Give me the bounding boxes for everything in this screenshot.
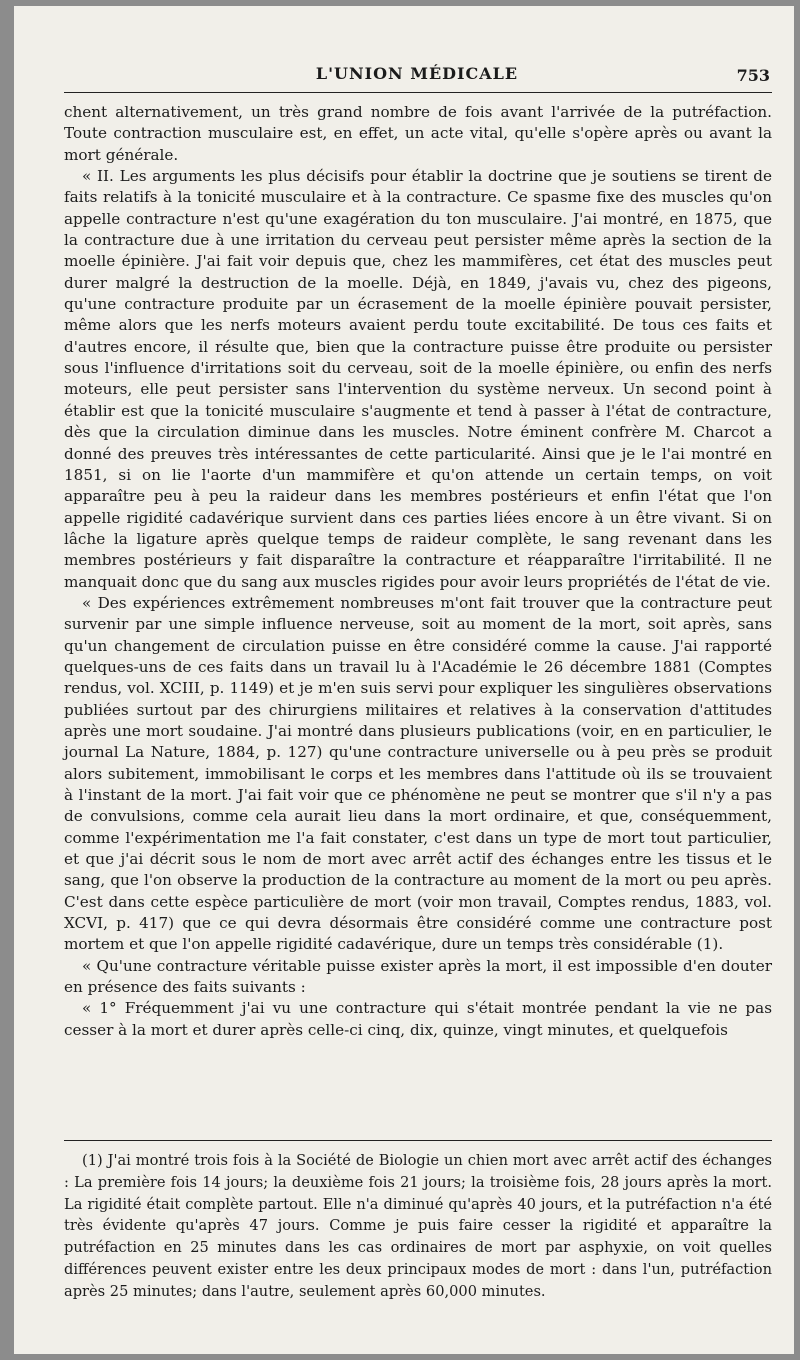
footnote-rule [64,1140,772,1141]
running-head [64,64,770,88]
journal-title: L'UNION MÉDICALE [315,64,519,83]
body-text [64,102,772,1041]
footnote: (1) J'ai montré trois fois à la Société de Biologie un chien mort avec arrêt actif des échanges : La première fois 14 jours; la deuxième fois 21 jours; la troisième fois, 28 jours après la mort. La rigidité était complète partout. Elle n'a diminué qu'après 40 jours, et la putréfaction n'a été très évidente qu'après 47 jours. Comme je puis faire cesser la rigidité et apparaître la putréfaction en 25 minutes dans les cas ordinaires de mort par asphyxie, on voit quelles différences peuvent exister entre les deux principaux modes de mort : dans l'un, putréfaction après 25 minutes; dans l'autre, seulement après 60,000 minutes. [64,1152,772,1300]
paragraph: « 1° Fréquemment j'ai vu une contracture qui s'était montrée pendant la vie ne pas cesser à la mort et durer après celle-ci cinq, dix, quinze, vingt minutes, et quelquefois [64,999,772,1039]
document-page [14,6,794,1354]
paragraph: « Des expériences extrêmement nombreuses m'ont fait trouver que la contracture peut survenir par une simple influence nerveuse, soit au moment de la mort, soit après, sans qu'un changement de circulation puisse en être considéré comme la cause. J'ai rapporté quelques-uns de ces faits dans un travail lu à l'Académie le 26 décembre 1881 (Comptes rendus, vol. XCIII, p. 1149) et je m'en suis servi pour expliquer les singulières observations publiées surtout par des chirurgiens militaires et relatives à la conservation d'attitudes après une mort soudaine. J'ai montré dans plusieurs publications (voir, en en particulier, le journal La Nature, 1884, p. 127) qu'une contracture universelle ou à peu près se produit alors subitement, immobilisant le corps et les membres dans l'attitude où ils se trouvaient à l'instant de la mort. J'ai fait voir que ce phénomène ne peut se montrer que s'il n'y a pas de convulsions, comme cela aurait lieu dans la mort ordinaire, et que, conséquemment, comme l'expérimentation me l'a fait constater, c'est dans un type de mort tout particulier, et que j'ai décrit sous le nom de mort avec arrêt actif des échanges entre les tissus et le sang, que l'on observe la production de la contracture au moment de la mort ou peu après. C'est dans cette espèce particulière de mort (voir mon travail, Comptes rendus, 1883, vol. XCVI, p. 417) que ce qui devra désormais être considéré comme une contracture post mortem et que l'on appelle rigidité cadavérique, dure un temps très considérable (1). [64,593,772,954]
page-number: 753 [736,66,770,85]
paragraph: « Qu'une contracture véritable puisse exister après la mort, il est impossible d'en douter en présence des faits suivants : [64,956,772,997]
paragraph: chent alternativement, un très grand nombre de fois avant l'arrivée de la putréfaction. Toute contraction musculaire est, en effet, un acte vital, qu'elle s'opère après ou avant la mort générale. [64,103,772,164]
header-rule [64,92,772,93]
paragraph: « II. Les arguments les plus décisifs pour établir la doctrine que je soutiens se tirent de faits relatifs à la tonicité musculaire et à la contracture. Ce spasme fixe des muscles qu'on appelle contracture n'est qu'une exagération du ton musculaire. J'ai montré, en 1875, que la contracture due à une irritation du cerveau peut persister même après la section de la moelle épinière. J'ai fait voir depuis que, chez les mammifères, cet état des muscles peut durer malgré la destruction de la moelle. Déjà, en 1849, j'avais vu, chez des pigeons, qu'une contracture produite par un écrasement de la moelle épinière pouvait persister, même alors que les nerfs moteurs avaient perdu toute excitabilité. De tous ces faits et d'autres encore, il résulte que, bien que la contracture puisse être produite ou persister sous l'influence d'irritations soit du cerveau, soit de la moelle épinière, ou enfin des nerfs moteurs, elle peut persister sans l'intervention du système nerveux. Un second point à établir est que la tonicité musculaire s'augmente et tend à passer à l'état de contracture, dès que la circulation diminue dans les muscles. Notre éminent confrère M. Charcot a donné des preuves très intéressantes de cette particularité. Ainsi que je le l'ai montré en 1851, si on lie l'aorte d'un mammifère et qu'on attende un certain temps, on voit apparaître peu à peu la raideur dans les membres postérieurs et enfin l'état que l'on appelle rigidité cadavérique survient dans ces parties liées encore à un être vivant. Si on lâche la ligature après quelque temps de raideur complète, le sang revenant dans les membres postérieurs y fait disparaître la contracture et réapparaître l'irritabilité. Il ne manquait donc que du sang aux muscles rigides pour avoir leurs propriétés de l'état de vie. [64,167,772,591]
